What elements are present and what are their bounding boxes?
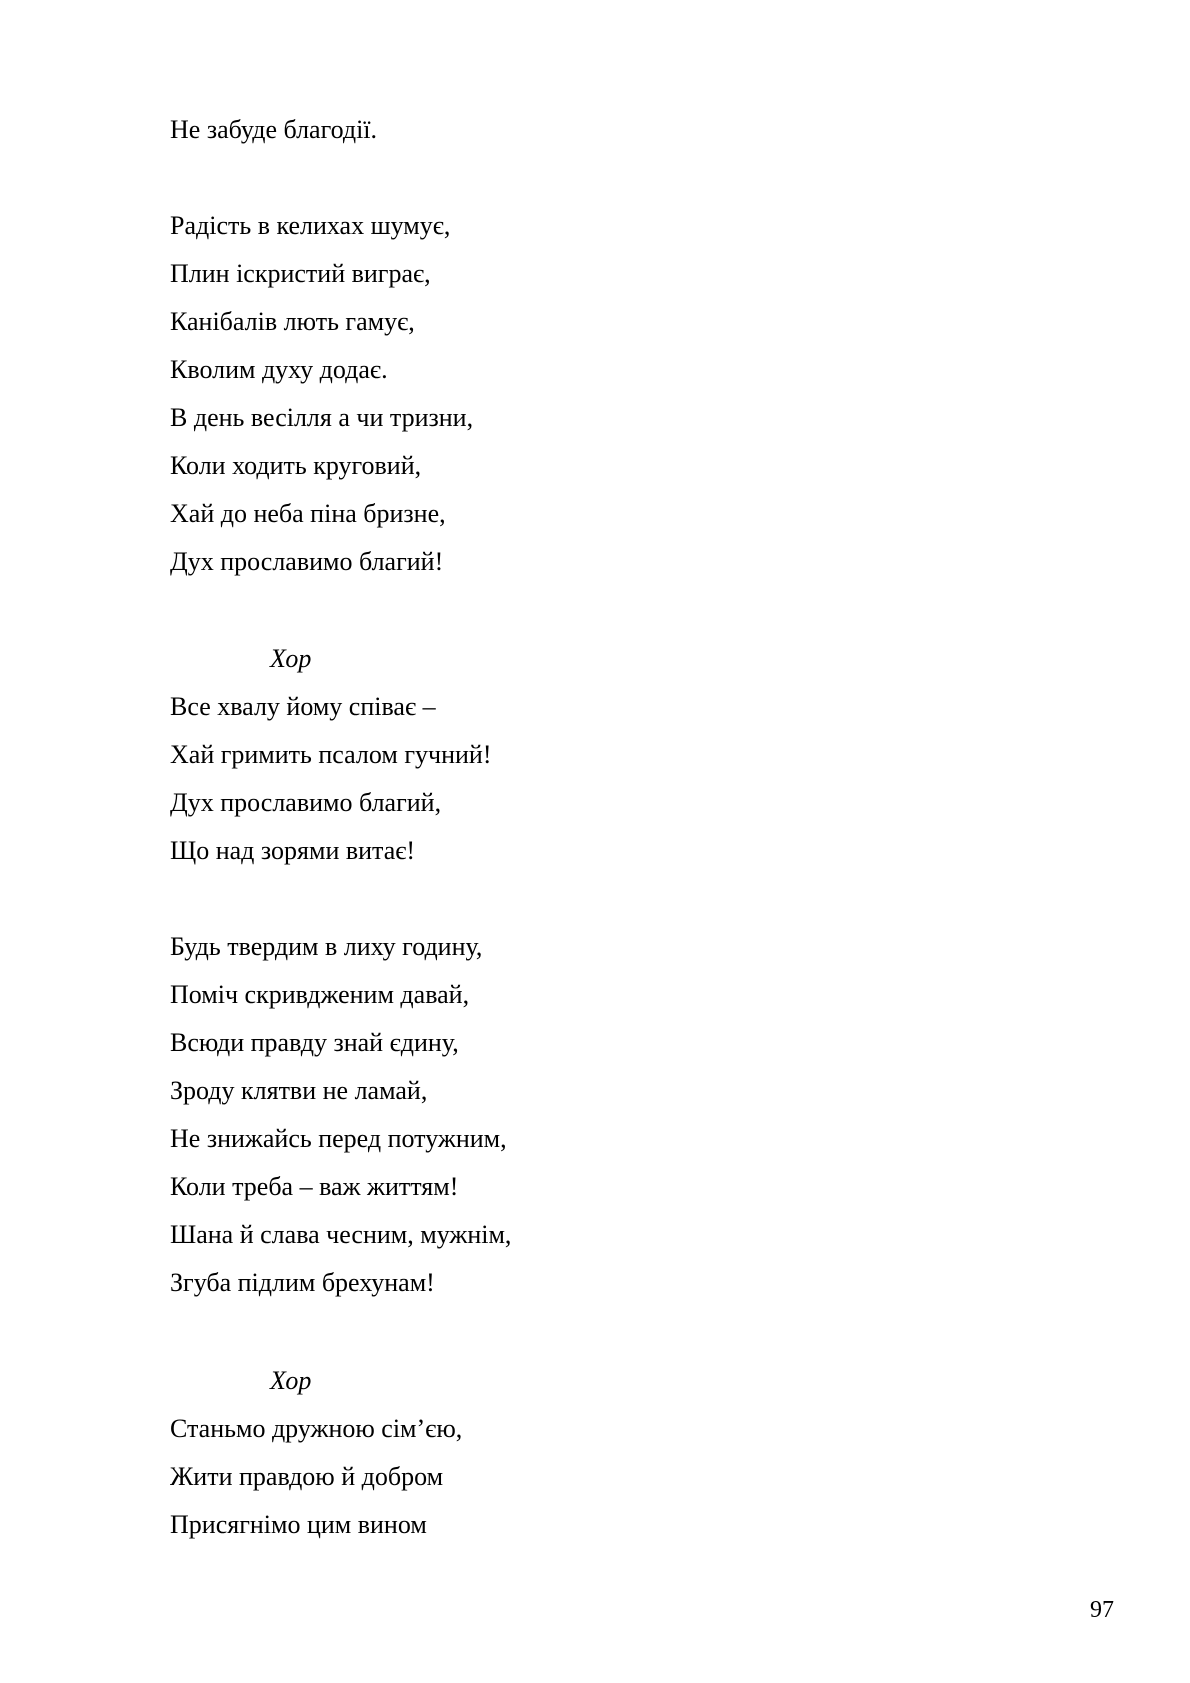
poem-line: Хай до неба піна бризне, bbox=[170, 499, 446, 528]
chorus-heading: Хор bbox=[270, 1366, 312, 1395]
chorus-heading: Хор bbox=[270, 644, 312, 673]
poem-line: Що над зорями витає! bbox=[170, 836, 416, 865]
page-number: 97 bbox=[1090, 1597, 1114, 1623]
poem-line: Дух прославимо благий! bbox=[170, 547, 444, 576]
poem-line: Будь твердим в лиху годину, bbox=[170, 932, 483, 961]
poem-line: Поміч скривдженим давай, bbox=[170, 980, 470, 1009]
poem-line: Жити правдою й добром bbox=[170, 1462, 444, 1491]
poem-line: В день весілля а чи тризни, bbox=[170, 403, 474, 432]
poem-line: Плин іскристий виграє, bbox=[170, 259, 431, 288]
poem-line: Шана й слава чесним, мужнім, bbox=[170, 1220, 512, 1249]
poem-line: Радість в келихах шумує, bbox=[170, 211, 451, 240]
poem-line: Присягнімо цим вином bbox=[170, 1510, 427, 1539]
poem-line: Зроду клятви не ламай, bbox=[170, 1076, 428, 1105]
poem-line: Кволим духу додає. bbox=[170, 355, 388, 384]
poem-line: Всюди правду знай єдину, bbox=[170, 1028, 459, 1057]
poem-line: Не забуде благодії. bbox=[170, 115, 378, 144]
poem-line: Згуба підлим брехунам! bbox=[170, 1268, 435, 1297]
poem-line: Коли ходить круговий, bbox=[170, 451, 422, 480]
poem-line: Дух прославимо благий, bbox=[170, 788, 442, 817]
poem-line: Коли треба – важ життям! bbox=[170, 1172, 459, 1201]
poem-line: Станьмо дружною сім’єю, bbox=[170, 1414, 463, 1443]
poem-line: Хай гримить псалом гучний! bbox=[170, 740, 492, 769]
poem-line: Канібалів лють гамує, bbox=[170, 307, 415, 336]
poem-line: Все хвалу йому співає – bbox=[170, 692, 436, 721]
poem-line: Не знижайсь перед потужним, bbox=[170, 1124, 507, 1153]
